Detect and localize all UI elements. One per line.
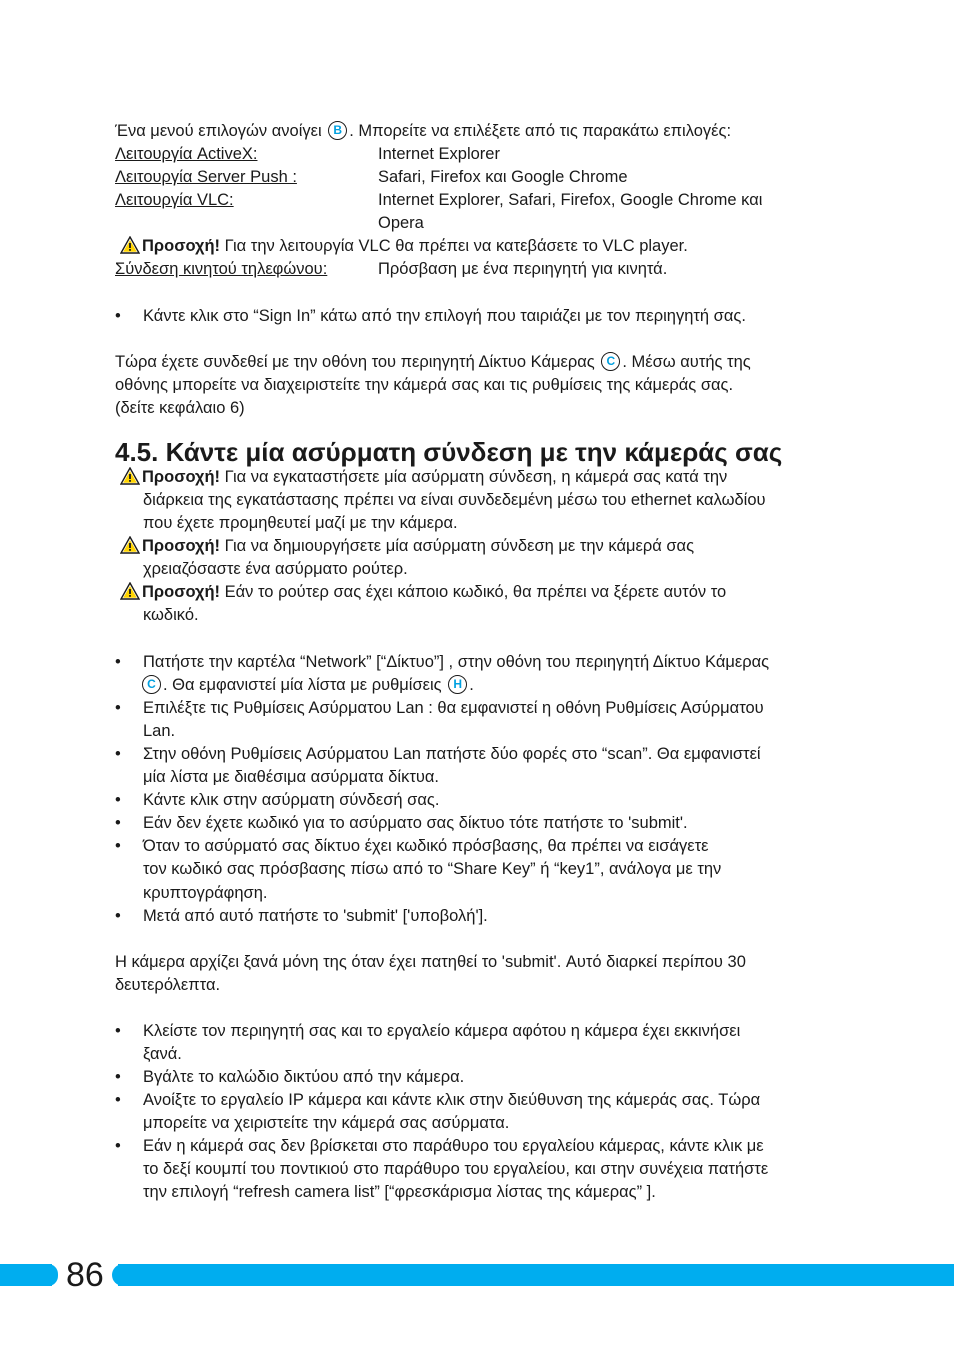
mode-label-serverpush: Λειτουργία Server Push : — [115, 168, 297, 186]
para-restart-line2: δευτερόλεπτα. — [115, 976, 221, 994]
caution-1-text: Για να εγκαταστήσετε μία ασύρματη σύνδεση, η κάμερά σας κατά την — [224, 468, 728, 486]
step-2-line1: Επιλέξτε τις Ρυθμίσεις Ασύρματου Lan : θα εμφανιστεί η οθόνη Ρυθμίσεις Ασύρματου — [143, 699, 764, 717]
para-connected-line3: (δείτε κεφάλαιο 6) — [115, 399, 245, 417]
bullet-marker: • — [115, 1068, 121, 1086]
caution-word: Προσοχή! — [142, 237, 221, 255]
para-restart-line1: Η κάμερα αρχίζει ξανά μόνη της όταν έχει πατηθεί το 'submit'. Αυτό διαρκεί περίπου 30 — [115, 953, 746, 971]
para-connected-line1 — [115, 351, 751, 374]
caution-2-line1 — [120, 535, 694, 558]
caution-3-line1 — [120, 581, 726, 604]
badge-c: C — [142, 675, 161, 694]
step-1-text: . Θα εμφανιστεί μία λίστα με ρυθμίσεις — [163, 676, 442, 694]
step-6-line1: Όταν το ασύρματό σας δίκτυο έχει κωδικό πρόσβασης, θα πρέπει να εισάγετε — [143, 837, 709, 855]
bullet-marker: • — [115, 699, 121, 717]
step-2-line2: Lan. — [143, 722, 176, 740]
badge-c: C — [601, 352, 620, 371]
final-4-line1: Εάν η κάμερά σας δεν βρίσκεται στο παράθυρο του εργαλείου κάμερας, κάντε κλικ με — [143, 1137, 764, 1155]
step-7: Μετά από αυτό πατήστε το 'submit' ['υποβολή']. — [143, 907, 488, 925]
mode-label-activex: Λειτουργία ActiveX: — [115, 145, 258, 163]
bullet-marker: • — [115, 745, 121, 763]
caution-vlc-text: Για την λειτουργία VLC θα πρέπει να κατεβάσετε το VLC player. — [224, 237, 688, 255]
bullet-marker: • — [115, 907, 121, 925]
caution-1-line3: που έχετε προμηθευτεί μαζί με την κάμερα. — [143, 514, 458, 532]
final-4-line2: το δεξί κουμπί του ποντικιού στο παράθυρο του εργαλείου, και στην συνέχεια πατήστε — [143, 1160, 769, 1178]
caution-word: Προσοχή! — [142, 468, 221, 486]
badge-h: H — [448, 675, 467, 694]
warning-triangle-icon — [120, 467, 140, 485]
step-4: Κάντε κλικ στην ασύρματη σύνδεσή σας. — [143, 791, 440, 809]
final-4-line3: την επιλογή “refresh camera list” [“φρεσκάρισμα λίστας της κάμερας” ]. — [143, 1183, 656, 1201]
bullet-marker: • — [115, 1137, 121, 1155]
final-1-line2: ξανά. — [143, 1045, 182, 1063]
bullet-marker: • — [115, 791, 121, 809]
mode-label-vlc: Λειτουργία VLC: — [115, 191, 234, 209]
intro-line — [115, 120, 731, 143]
bullet-marker: • — [115, 1091, 121, 1109]
mode-value-serverpush: Safari, Firefox και Google Chrome — [378, 168, 628, 186]
mobile-label: Σύνδεση κινητού τηλεφώνου: — [115, 260, 328, 278]
warning-triangle-icon — [120, 236, 140, 254]
bullet-marker: • — [115, 837, 121, 855]
step-6-line2: τον κωδικό σας πρόσβασης πίσω από το “Share Key” ή “key1”, ανάλογα με την — [143, 860, 722, 878]
badge-b: B — [328, 121, 347, 140]
warning-triangle-icon — [120, 582, 140, 600]
caution-3-line2: κωδικό. — [143, 606, 199, 624]
footer-bar-left — [0, 1264, 52, 1286]
para-connected-line2: οθόνης μπορείτε να διαχειριστείτε την κάμερά σας και τις ρυθμίσεις της κάμεράς σας. — [115, 376, 734, 394]
caution-1-line1 — [120, 466, 727, 489]
intro-text-a: Ένα μενού επιλογών ανοίγει — [115, 122, 322, 140]
mobile-value: Πρόσβαση με ένα περιηγητή για κινητά. — [378, 260, 668, 278]
bullet-marker: • — [115, 1022, 121, 1040]
caution-2-text: Για να δημιουργήσετε μία ασύρματη σύνδεση με την κάμερά σας — [224, 537, 695, 555]
bullet-signin: Κάντε κλικ στο “Sign In” κάτω από την επιλογή που ταιριάζει με τον περιηγητή σας. — [143, 307, 746, 325]
bullet-marker: • — [115, 814, 121, 832]
step-3-line1: Στην οθόνη Ρυθμίσεις Ασύρματου Lan πατήστε δύο φορές στο “scan”. Θα εμφανιστεί — [143, 745, 761, 763]
bullet-marker: • — [115, 653, 121, 671]
footer-cap-left — [48, 1264, 58, 1286]
caution-word: Προσοχή! — [142, 537, 221, 555]
mode-value-activex: Internet Explorer — [378, 145, 500, 163]
page-number: 86 — [66, 1256, 104, 1294]
para-connected-b: . Μέσω αυτής της — [622, 353, 751, 371]
caution-2-line2: χρειαζόσαστε ένα ασύρματο ρούτερ. — [143, 560, 408, 578]
final-2: Βγάλτε το καλώδιο δικτύου από την κάμερα. — [143, 1068, 465, 1086]
step-1-line1: Πατήστε την καρτέλα “Network” [“Δίκτυο”] , στην οθόνη του περιηγητή Δίκτυο Κάμερας — [143, 653, 770, 671]
warning-triangle-icon — [120, 536, 140, 554]
step-1-end: . — [469, 676, 474, 694]
caution-vlc — [120, 235, 688, 258]
step-6-line3: κρυπτογράφηση. — [143, 884, 268, 902]
mode-value-vlc: Internet Explorer, Safari, Firefox, Google Chrome και — [378, 191, 763, 209]
caution-1-line2: διάρκεια της εγκατάστασης πρέπει να είναι συνδεδεμένη μέσω του ethernet καλωδίου — [143, 491, 766, 509]
step-5: Εάν δεν έχετε κωδικό για το ασύρματο σας δίκτυο τότε πατήστε το 'submit'. — [143, 814, 688, 832]
step-1-line2 — [140, 674, 474, 697]
final-3-line2: μπορείτε να χειριστείτε την κάμερά σας ασύρματα. — [143, 1114, 510, 1132]
footer-bar-right — [118, 1264, 954, 1286]
bullet-marker: • — [115, 307, 121, 325]
mode-value-vlc-2: Opera — [378, 214, 424, 232]
section-heading: 4.5. Κάντε μία ασύρματη σύνδεση με την κάμεράς σας — [115, 437, 783, 467]
caution-3-text: Εάν το ρούτερ σας έχει κάποιο κωδικό, θα πρέπει να ξέρετε αυτόν το — [224, 583, 727, 601]
para-connected-a: Τώρα έχετε συνδεθεί με την οθόνη του περιηγητή Δίκτυο Κάμερας — [115, 353, 595, 371]
step-3-line2: μία λίστα με διαθέσιμα ασύρματα δίκτυα. — [143, 768, 440, 786]
caution-word: Προσοχή! — [142, 583, 221, 601]
final-3-line1: Ανοίξτε το εργαλείο IP κάμερα και κάντε κλικ στην διεύθυνση της κάμεράς σας. Τώρα — [143, 1091, 761, 1109]
final-1-line1: Κλείστε τον περιηγητή σας και το εργαλείο κάμερα αφότου η κάμερα έχει εκκινήσει — [143, 1022, 741, 1040]
intro-text-b: . Μπορείτε να επιλέξετε από τις παρακάτω επιλογές: — [349, 122, 732, 140]
